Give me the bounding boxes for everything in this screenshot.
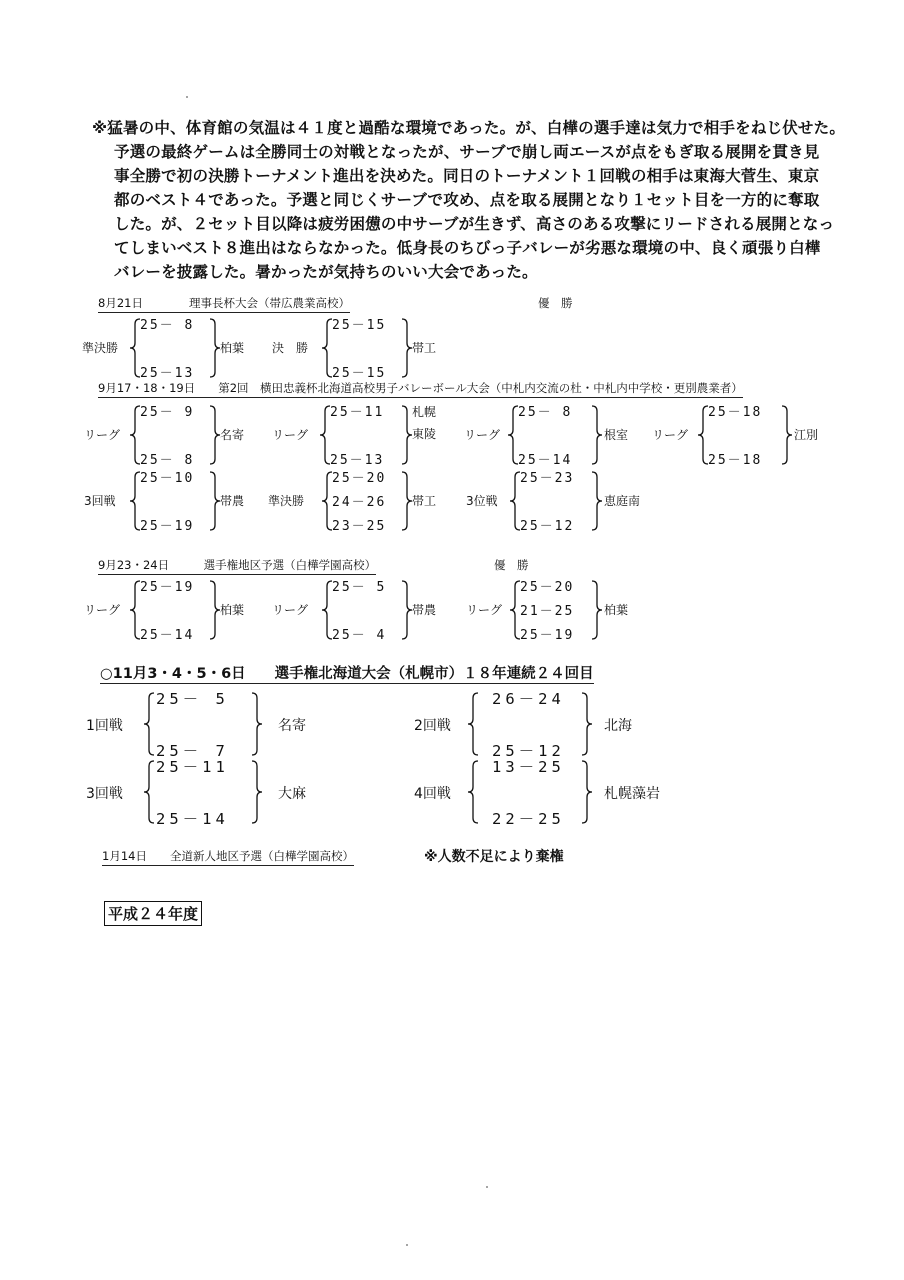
left-brace — [322, 471, 332, 531]
opponent-name: 北海 — [604, 718, 632, 734]
right-brace — [402, 318, 412, 378]
left-brace — [508, 405, 518, 465]
set-score: 25－12 — [492, 741, 565, 760]
right-brace — [782, 405, 792, 465]
scan-speck — [486, 1186, 488, 1188]
right-brace — [252, 760, 262, 824]
left-brace — [468, 760, 478, 824]
right-brace — [402, 405, 412, 465]
paragraph-line: 都のベスト４であった。予選と同じくサーブで攻め、点を取る展開となり１セット目を一方的に奪取 — [114, 191, 820, 209]
set-score: 25－15 — [332, 318, 387, 334]
round-label: 4回戦 — [414, 786, 451, 802]
set-score: 25－ 4 — [332, 628, 387, 644]
right-brace — [592, 471, 602, 531]
right-brace — [210, 471, 220, 531]
round-label: リーグ — [84, 603, 121, 617]
section-header: 9月17・18・19日 第2回 横田忠義杯北海道高校男子バレーボール大会（中札内交流の杜・中札内中学校・更別農業者） — [98, 380, 743, 398]
opponent-name: 札幌藻岩 — [604, 786, 660, 802]
set-score: 25－12 — [520, 519, 575, 535]
set-score: 25－20 — [332, 471, 387, 487]
set-score: 23－25 — [332, 519, 387, 535]
right-brace — [402, 471, 412, 531]
set-score: 25－14 — [140, 628, 195, 644]
right-brace — [592, 580, 602, 640]
opponent-name: 帯工 — [412, 494, 437, 508]
round-label: 1回戦 — [86, 718, 123, 734]
section-header: 9月23・24日 選手権地区予選（白樺学園高校） — [98, 557, 376, 575]
set-score: 25－ 9 — [140, 405, 195, 421]
opponent-name: 札幌 東陵 — [412, 405, 437, 441]
left-brace — [130, 318, 140, 378]
set-score: 26－24 — [492, 689, 565, 708]
round-label: リーグ — [652, 428, 689, 442]
set-score: 25－ 5 — [156, 689, 229, 708]
paragraph-line: ※猛暑の中、体育館の気温は４１度と過酷な環境であった。が、白樺の選手達は気力で相手をねじ伏せた。 — [92, 119, 846, 137]
set-score: 21－25 — [520, 604, 575, 620]
round-label: 3位戦 — [466, 494, 498, 508]
opponent-name: 名寄 — [278, 718, 306, 734]
set-score: 25－ 5 — [332, 580, 387, 596]
round-label: 3回戦 — [84, 494, 116, 508]
left-brace — [698, 405, 708, 465]
opponent-name: 帯農 — [220, 494, 245, 508]
right-brace — [210, 405, 220, 465]
forfeit-note: ※人数不足により棄権 — [424, 849, 564, 865]
opponent-name: 大麻 — [278, 786, 306, 802]
opponent-name: 柏葉 — [604, 603, 629, 617]
set-score: 25－10 — [140, 471, 195, 487]
set-score: 22－25 — [492, 809, 565, 828]
set-score: 25－ 8 — [140, 453, 195, 469]
paragraph-line: 予選の最終ゲームは全勝同士の対戦となったが、サーブで崩し両エースが点をもぎ取る展開を貫き見 — [114, 143, 820, 161]
paragraph-line: した。が、２セット目以降は疲労困憊の中サーブが生きず、高さのある攻撃にリードされる展開となっ — [114, 215, 835, 233]
set-score: 25－18 — [708, 405, 763, 421]
left-brace — [130, 471, 140, 531]
opponent-name: 帯農 — [412, 603, 437, 617]
opponent-name: 柏葉 — [220, 603, 245, 617]
left-brace — [322, 580, 332, 640]
right-brace — [210, 318, 220, 378]
paragraph-line: 事全勝で初の決勝トーナメント進出を決めた。同日のトーナメント１回戦の相手は東海大菅生、東京 — [114, 167, 820, 185]
opponent-name: 帯工 — [412, 341, 437, 355]
fiscal-year-label: 平成２４年度 — [104, 901, 202, 926]
left-brace — [144, 760, 154, 824]
set-score: 25－13 — [140, 366, 195, 382]
result-badge: 優 勝 — [494, 558, 529, 572]
section-header: ○11月3・4・5・6日 選手権北海道大会（札幌市）１８年連続２４回目 — [100, 666, 594, 682]
opponent-name: 江別 — [794, 428, 819, 442]
right-brace — [592, 405, 602, 465]
right-brace — [402, 580, 412, 640]
round-label: リーグ — [272, 603, 309, 617]
set-score: 25－23 — [520, 471, 575, 487]
set-score: 25－11 — [330, 405, 385, 421]
set-score: 25－19 — [520, 628, 575, 644]
set-score: 25－14 — [156, 809, 229, 828]
set-score: 25－ 8 — [518, 405, 573, 421]
set-score: 25－ 8 — [140, 318, 195, 334]
round-label: 準決勝 — [82, 341, 119, 355]
set-score: 25－20 — [520, 580, 575, 596]
scan-speck — [186, 96, 188, 98]
right-brace — [582, 760, 592, 824]
set-score: 25－19 — [140, 580, 195, 596]
opponent-name: 恵庭南 — [604, 494, 641, 508]
round-label: 3回戦 — [86, 786, 123, 802]
result-badge: 優 勝 — [538, 296, 573, 310]
left-brace — [130, 580, 140, 640]
opponent-name: 柏葉 — [220, 341, 245, 355]
set-score: 25－15 — [332, 366, 387, 382]
left-brace — [320, 405, 330, 465]
set-score: 25－11 — [156, 757, 229, 776]
right-brace — [582, 692, 592, 756]
section-header: 1月14日 全道新人地区予選（白樺学園高校） — [102, 848, 354, 866]
opponent-name: 名寄 — [220, 428, 245, 442]
left-brace — [322, 318, 332, 378]
round-label: リーグ — [84, 428, 121, 442]
set-score: 25－19 — [140, 519, 195, 535]
left-brace — [144, 692, 154, 756]
round-label: リーグ — [464, 428, 501, 442]
left-brace — [130, 405, 140, 465]
round-label: 2回戦 — [414, 718, 451, 734]
scan-speck — [406, 1244, 408, 1246]
round-label: 決 勝 — [272, 341, 309, 355]
paragraph-line: てしまいベスト８進出はならなかった。低身長のちびっ子バレーが劣悪な環境の中、良く頑張り白樺 — [114, 239, 821, 257]
opponent-name: 根室 — [604, 428, 629, 442]
set-score: 25－ 7 — [156, 741, 229, 760]
round-label: リーグ — [272, 428, 309, 442]
round-label: 準決勝 — [268, 494, 305, 508]
set-score: 25－13 — [330, 453, 385, 469]
set-score: 13－25 — [492, 757, 565, 776]
set-score: 25－14 — [518, 453, 573, 469]
right-brace — [210, 580, 220, 640]
left-brace — [510, 471, 520, 531]
paragraph-line: バレーを披露した。暑かったが気持ちのいい大会であった。 — [114, 263, 538, 281]
left-brace — [510, 580, 520, 640]
round-label: リーグ — [466, 603, 503, 617]
left-brace — [468, 692, 478, 756]
section-header: 8月21日 理事長杯大会（帯広農業高校） — [98, 295, 350, 313]
set-score: 25－18 — [708, 453, 763, 469]
right-brace — [252, 692, 262, 756]
set-score: 24－26 — [332, 495, 387, 511]
